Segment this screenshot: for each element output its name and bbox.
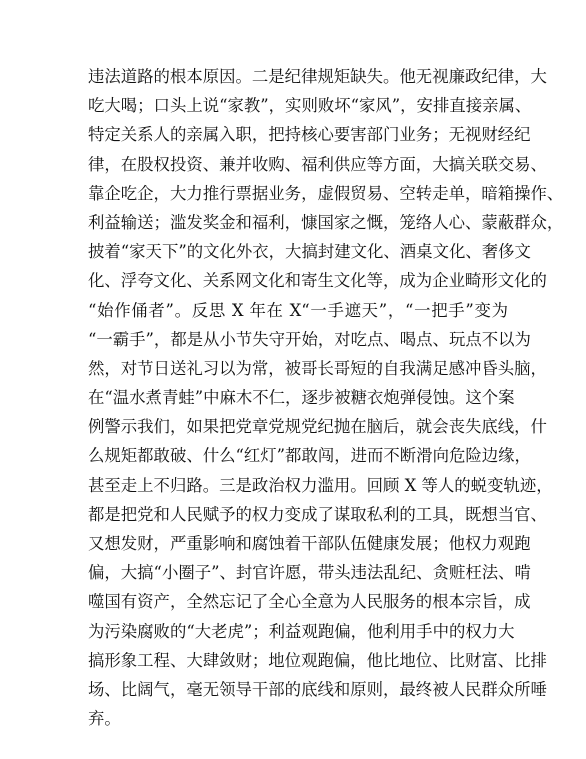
text-line: 噬国有资产，全然忘记了全心全意为人民服务的根本宗旨，成 [88, 592, 531, 612]
text-line: 为污染腐败的“大老虎”；利益观跑偏，他利用手中的权力大 [88, 621, 515, 641]
text-line: 搞形象工程、大肆敛财；地位观跑偏，他比地位、比财富、比排 [88, 650, 547, 670]
text-line: 甚至走上不归路。三是政治权力滥用。回顾 X 等人的蜕变轨迹， [88, 475, 553, 495]
text-line: 又想发财，严重影响和腐蚀着干部队伍健康发展；他权力观跑 [88, 534, 531, 553]
text-line: 违法道路的根本原因。二是纪律规矩缺失。他无视廉政纪律，大 [88, 67, 547, 86]
text-line: 利益输送；滥发奖金和福利，慷国家之慨，笼络人心、蒙蔽群众， [88, 212, 564, 232]
text-line: 例警示我们，如果把党章党规党纪抛在脑后，就会丧失底线，什 [88, 417, 547, 437]
text-line: 弃。 [88, 709, 121, 729]
text-line: 吃大喝；口头上说“家教”，实则败坏“家风”，安排直接亲属、 [88, 96, 532, 116]
text-line: 律，在股权投资、兼并收购、福利供应等方面，大搞关联交易、 [88, 154, 547, 174]
text-line: 靠企吃企，大力推行票据业务，虚假贸易、空转走单，暗箱操作、 [88, 183, 564, 203]
text-line: 场、比阔气，毫无领导干部的底线和原则，最终被人民群众所唾 [88, 679, 547, 699]
text-line: “始作俑者”。反思 X 年在 X“一手遮天”，“一把手”变为 [88, 300, 508, 320]
text-line: 么规矩都敢破、什么“红灯”都敢闯，进而不断滑向危险边缘， [88, 446, 531, 466]
text-line: 偏，大搞“小圈子”、封官许愿，带头违法乱纪、贪赃枉法、啃 [88, 563, 531, 583]
text-line: “一霸手”，都是从小节失守开始，对吃点、喝点、玩点不以为 [88, 329, 531, 349]
text-line: 披着“家天下”的文化外衣，大搞封建文化、酒桌文化、奢侈文 [88, 242, 531, 262]
text-line: 在“温水煮青蛙”中麻木不仁，逐步被糖衣炮弹侵蚀。这个案 [88, 388, 515, 408]
text-line: 然，对节日送礼习以为常，被哥长哥短的自我满足感冲昏头脑， [88, 358, 547, 378]
text-line: 都是把党和人民赋予的权力变成了谋取私利的工具，既想当官、 [88, 504, 547, 524]
text-line: 化、浮夸文化、关系网文化和寄生文化等，成为企业畸形文化的 [88, 271, 547, 291]
body-paragraph [88, 62, 564, 733]
text-line: 特定关系人的亲属入职，把持核心要害部门业务；无视财经纪 [88, 125, 531, 145]
